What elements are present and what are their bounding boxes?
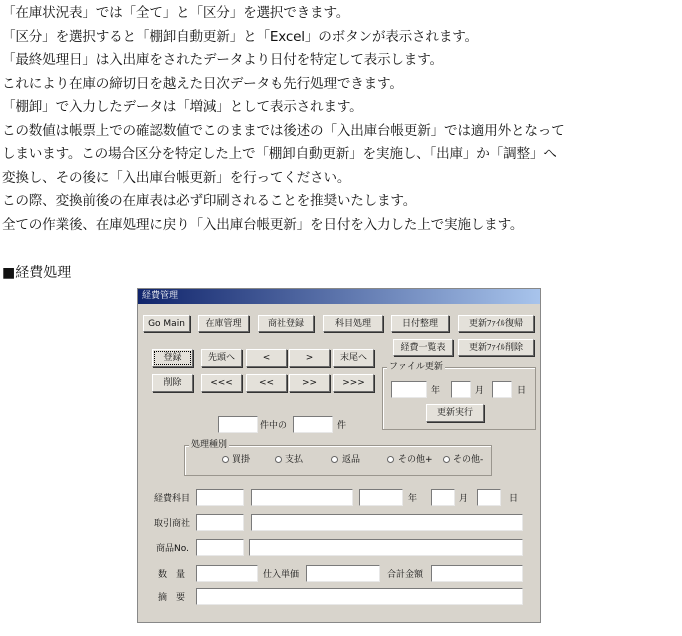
expense-month-field[interactable] bbox=[431, 489, 455, 506]
doc-line: 変換し、その後に「入出庫台帳更新」を行ってください。 bbox=[2, 169, 351, 186]
update-year-field[interactable] bbox=[391, 381, 427, 398]
radio-option-return[interactable] bbox=[331, 456, 338, 463]
total-field[interactable] bbox=[431, 565, 523, 582]
inventory-button[interactable]: 在庫管理 bbox=[198, 315, 249, 332]
product-code-field[interactable] bbox=[196, 539, 244, 556]
update-month-field[interactable] bbox=[451, 381, 471, 398]
doc-line: 全ての作業後、在庫処理に戻り「入出庫台帳更新」を日付を入力した上で実施します。 bbox=[2, 216, 524, 233]
first-record-button[interactable]: 先頭へ bbox=[201, 349, 242, 367]
run-update-button[interactable]: 更新実行 bbox=[426, 404, 484, 422]
doc-line: しまいます。この場合区分を特定した上で「棚卸自動更新」を実施し、「出庫」か「調整」へ bbox=[2, 146, 557, 162]
document-body bbox=[2, 2, 680, 237]
expense-item-label: 経費科目 bbox=[154, 494, 191, 504]
go-main-button[interactable]: Go Main bbox=[143, 315, 190, 332]
last-record-button[interactable]: 末尾へ bbox=[333, 349, 374, 367]
expense-list-button[interactable]: 経費一覧表 bbox=[393, 339, 453, 356]
window-title: 経費管理 bbox=[138, 289, 540, 304]
summary-label: 摘 要 bbox=[158, 593, 186, 603]
product-name-field[interactable] bbox=[249, 539, 523, 556]
radio-option-purchase[interactable] bbox=[222, 456, 229, 463]
unit-price-field[interactable] bbox=[306, 565, 380, 582]
update-day-field[interactable] bbox=[492, 381, 512, 398]
prev-some-button[interactable]: << bbox=[246, 374, 287, 392]
file-update-title: ファイル更新 bbox=[389, 362, 443, 372]
file-delete-button[interactable]: 更新ﾌｧｲﾙ削除 bbox=[458, 339, 534, 356]
record-end-label: 件 bbox=[337, 421, 347, 431]
subject-process-button[interactable]: 科目処理 bbox=[323, 315, 383, 332]
radio-label-other-plus: その他+ bbox=[398, 455, 433, 465]
radio-label-payment: 支払 bbox=[285, 455, 304, 465]
radio-option-other-plus[interactable] bbox=[387, 456, 394, 463]
total-label: 合計金額 bbox=[387, 570, 424, 580]
process-type-title: 処理種別 bbox=[191, 440, 228, 450]
prev-many-button[interactable]: <<< bbox=[201, 374, 242, 392]
quantity-field[interactable] bbox=[196, 565, 258, 582]
record-middle-label: 件中の bbox=[260, 421, 288, 431]
radio-label-other-minus: その他- bbox=[453, 455, 484, 465]
product-no-label: 商品No. bbox=[156, 544, 189, 554]
section-heading: ■経費処理 bbox=[2, 265, 72, 281]
prev-record-button[interactable]: < bbox=[246, 349, 287, 367]
doc-line: 「最終処理日」は入出庫をされたデータより日付を特定して表示します。 bbox=[2, 52, 443, 68]
doc-line: 「在庫状況表」では「全て」と「区分」を選択できます。 bbox=[2, 5, 350, 21]
update-day-label: 日 bbox=[517, 386, 527, 396]
summary-field[interactable] bbox=[196, 588, 523, 605]
radio-label-purchase: 買掛 bbox=[232, 455, 251, 465]
delete-button[interactable]: 削除 bbox=[152, 374, 193, 392]
doc-line: この数値は帳票上での確認数値でこのままでは後述の「入出庫台帳更新」では適用外となって bbox=[2, 122, 565, 139]
next-some-button[interactable]: >> bbox=[289, 374, 330, 392]
radio-option-other-minus[interactable] bbox=[443, 456, 450, 463]
expense-month-label: 月 bbox=[459, 494, 469, 504]
unit-price-label: 仕入単価 bbox=[263, 570, 300, 580]
radio-option-payment[interactable] bbox=[275, 456, 282, 463]
doc-line: この際、変換前後の在庫表は必ず印刷されることを推奨いたします。 bbox=[2, 193, 417, 209]
file-restore-button[interactable]: 更新ﾌｧｲﾙ復帰 bbox=[458, 315, 534, 332]
doc-line: 「区分」を選択すると「棚卸自動更新」と「Excel」のボタンが表示されます。 bbox=[2, 28, 478, 45]
next-record-button[interactable]: > bbox=[289, 349, 330, 367]
expense-day-label: 日 bbox=[509, 494, 519, 504]
update-year-label: 年 bbox=[431, 386, 441, 396]
supplier-code-field[interactable] bbox=[196, 514, 244, 531]
expense-item-code-field[interactable] bbox=[196, 489, 244, 506]
date-organize-button[interactable]: 日付整理 bbox=[391, 315, 449, 332]
supplier-name-field[interactable] bbox=[251, 514, 523, 531]
doc-line: これにより在庫の締切日を越えた日次データも先行処理できます。 bbox=[2, 75, 403, 92]
next-many-button[interactable]: >>> bbox=[333, 374, 374, 392]
register-button[interactable]: 登録 bbox=[152, 349, 193, 367]
expense-item-name-field[interactable] bbox=[251, 489, 353, 506]
expense-year-field[interactable] bbox=[359, 489, 403, 506]
total-record-field[interactable] bbox=[293, 416, 333, 433]
radio-label-return: 返品 bbox=[342, 455, 361, 465]
expense-management-window bbox=[137, 288, 541, 623]
quantity-label: 数 量 bbox=[158, 570, 186, 580]
supplier-register-button[interactable]: 商社登録 bbox=[258, 315, 314, 332]
doc-line: 「棚卸」で入力したデータは「増減」として表示されます。 bbox=[2, 99, 363, 115]
update-month-label: 月 bbox=[475, 386, 485, 396]
expense-day-field[interactable] bbox=[477, 489, 501, 506]
current-record-field[interactable] bbox=[218, 416, 258, 433]
expense-year-label: 年 bbox=[408, 494, 418, 504]
supplier-label: 取引商社 bbox=[154, 519, 191, 529]
